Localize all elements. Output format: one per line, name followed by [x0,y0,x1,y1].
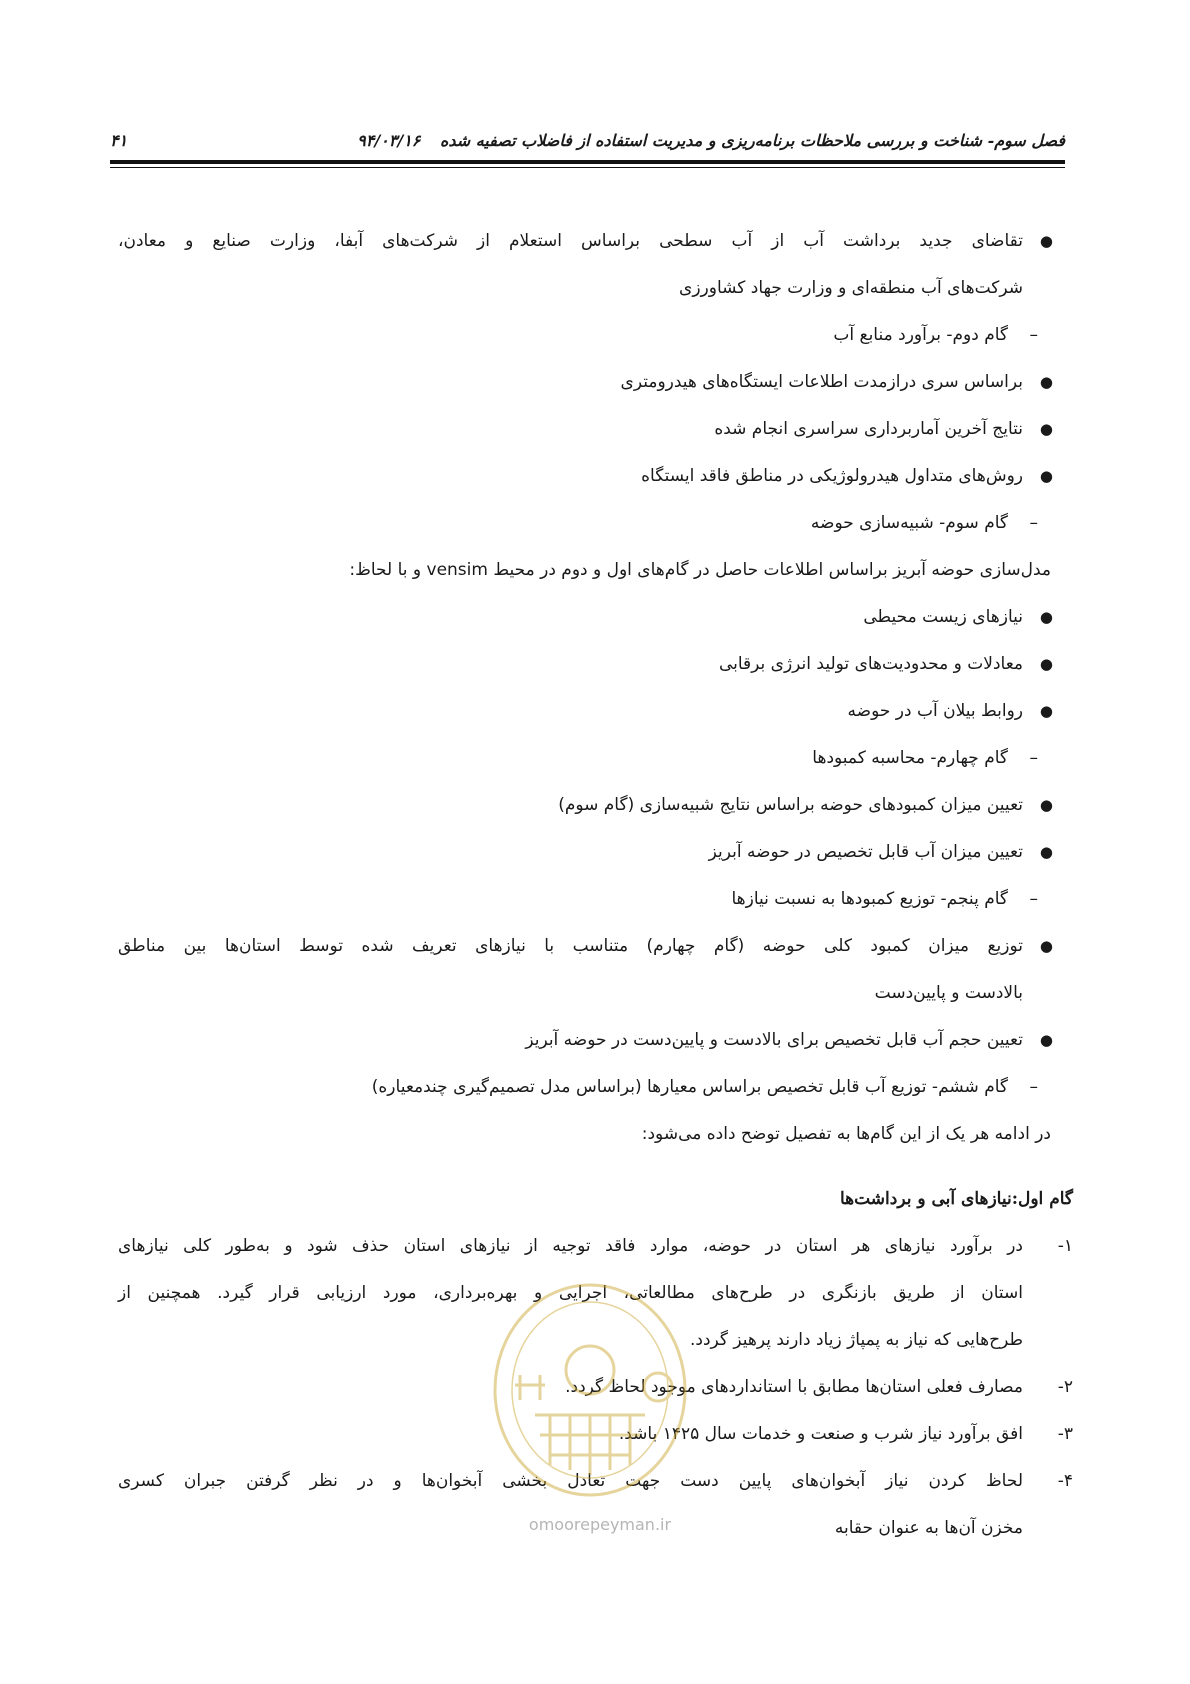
section-heading: گام اول:نیازهای آبی و برداشت‌ها [839,1189,1073,1209]
numbered-item [118,1223,1073,1270]
bullet-icon: ● [1039,420,1053,438]
line-text: نیازهای زیست محیطی [863,607,1023,627]
bullet-item [118,688,1073,735]
bullet-item [118,218,1073,265]
watermark-site: omoorepeyman.ir [528,1515,672,1534]
bullet-item [118,594,1073,641]
line-text: گام سوم- شبیه‌سازی حوضه [810,513,1008,533]
item-number: ۳- [1057,1424,1073,1444]
line-text: گام ششم- توزیع آب قابل تخصیص براساس معیارها (براساس مدل تصمیم‌گیری چندمعیاره) [371,1077,1008,1097]
bullet-icon: ● [1039,937,1053,955]
steps-list [118,218,1073,1158]
line-text: افق برآورد نیاز شرب و صنعت و خدمات سال ۱۴۲۵ باشد. [618,1424,1023,1444]
bullet-item [118,923,1073,970]
bullet-icon: ● [1039,373,1053,391]
line-text: شرکت‌های آب منطقه‌ای و وزارت جهاد کشاورزی [679,278,1023,298]
line-text: روابط بیلان آب در حوضه [847,701,1023,721]
line-text: روش‌های متداول هیدرولوژیکی در مناطق فاقد ایستگاه [641,466,1023,486]
bullet-item [118,453,1073,500]
line-text: گام پنجم- توزیع کمبودها به نسبت نیازها [731,889,1008,909]
line-text: تعیین میزان آب قابل تخصیص در حوضه آبریز [708,842,1023,862]
line-text: در ادامه هر یک از این گام‌ها به تفصیل توضح داده می‌شود: [641,1124,1051,1144]
line-text: گام دوم- برآورد منابع آب [833,325,1008,345]
line-text: مصارف فعلی استان‌ها مطابق با استانداردهای موجود لحاظ گردد. [565,1377,1023,1397]
dash-icon: – [1029,1077,1038,1097]
bullet-item [118,406,1073,453]
line-text: براساس سری درازمدت اطلاعات ایستگاه‌های هیدرومتری [620,372,1023,392]
bullet-continuation [118,970,1073,1017]
page-header [110,126,1065,154]
bullet-icon: ● [1039,702,1053,720]
step-heading [118,312,1073,359]
line-text: معادلات و محدودیت‌های تولید انرژی برقابی [718,654,1023,674]
bullet-icon: ● [1039,608,1053,626]
step-heading [118,500,1073,547]
bullet-item [118,641,1073,688]
line-text: طرح‌هایی که نیاز به پمپاژ زیاد دارند پرهیز گردد. [690,1330,1023,1350]
bullet-icon: ● [1039,467,1053,485]
header-rule-thick [110,160,1065,164]
step-heading [118,876,1073,923]
dash-icon: – [1029,748,1038,768]
running-header [357,131,1065,150]
paragraph-line [118,547,1073,594]
paragraph-line [118,1111,1073,1158]
dash-icon: – [1029,889,1038,909]
bullet-item [118,359,1073,406]
bullet-item [118,782,1073,829]
bullet-continuation [118,265,1073,312]
line-text: لحاظ کردن نیاز آبخوان‌های پایین دست جهت تعادل بخشی آبخوان‌ها و در نظر گرفتن جبران کسری [118,1471,1023,1491]
line-text: تقاضای جدید برداشت آب از آب سطحی براساس استعلام از شرکت‌های آبفا، وزارت صنایع و معادن، [118,231,1023,251]
watermark-seal [440,1265,740,1505]
line-text: مدل‌سازی حوضه آبریز براساس اطلاعات حاصل در گام‌های اول و دوم در محیط vensim و با لحاظ: [349,560,1051,580]
line-text: توزیع میزان کمبود کلی حوضه (گام چهارم) متناسب با نیازهای تعریف شده توسط استان‌ها بین مناطق [118,936,1023,956]
bullet-item [118,829,1073,876]
header-date: ۹۴/۰۳/۱۶ [357,130,421,150]
item-number: ۲- [1057,1377,1073,1397]
bullet-icon: ● [1039,232,1053,250]
bullet-icon: ● [1039,843,1053,861]
page-number: ۴۱ [110,130,128,150]
header-rule-thin [110,167,1065,168]
dash-icon: – [1029,513,1038,533]
bullet-icon: ● [1039,655,1053,673]
item-number: ۱- [1057,1236,1073,1256]
line-text: در برآورد نیازهای هر استان در حوضه، موارد فاقد توجیه از نیازهای استان حذف شود و به‌طور کلی نیازهای [118,1236,1023,1256]
chapter-title: فصل سوم- شناخت و بررسی ملاحظات برنامه‌ریزی و مدیریت استفاده از فاضلاب تصفیه شده [439,130,1065,150]
line-text: تعیین حجم آب قابل تخصیص برای بالادست و پایین‌دست در حوضه آبریز [525,1030,1023,1050]
line-text: نتایج آخرین آماربرداری سراسری انجام شده [714,419,1023,439]
step-heading [118,1064,1073,1111]
step-heading [118,735,1073,782]
line-text: مخزن آن‌ها به عنوان حقابه [834,1518,1023,1538]
bullet-item [118,1017,1073,1064]
line-text: تعیین میزان کمبودهای حوضه براساس نتایج شبیه‌سازی (گام سوم) [558,795,1023,815]
bullet-icon: ● [1039,1031,1053,1049]
item-number: ۴- [1057,1471,1073,1491]
line-text: بالادست و پایین‌دست [874,983,1023,1003]
bullet-icon: ● [1039,796,1053,814]
dash-icon: – [1029,325,1038,345]
line-text: استان از طریق بازنگری در طرح‌های مطالعاتی، اجرایی و بهره‌برداری، مورد ارزیابی قرار گیرد. همچنین از [118,1283,1023,1303]
line-text: گام چهارم- محاسبه کمبودها [812,748,1008,768]
